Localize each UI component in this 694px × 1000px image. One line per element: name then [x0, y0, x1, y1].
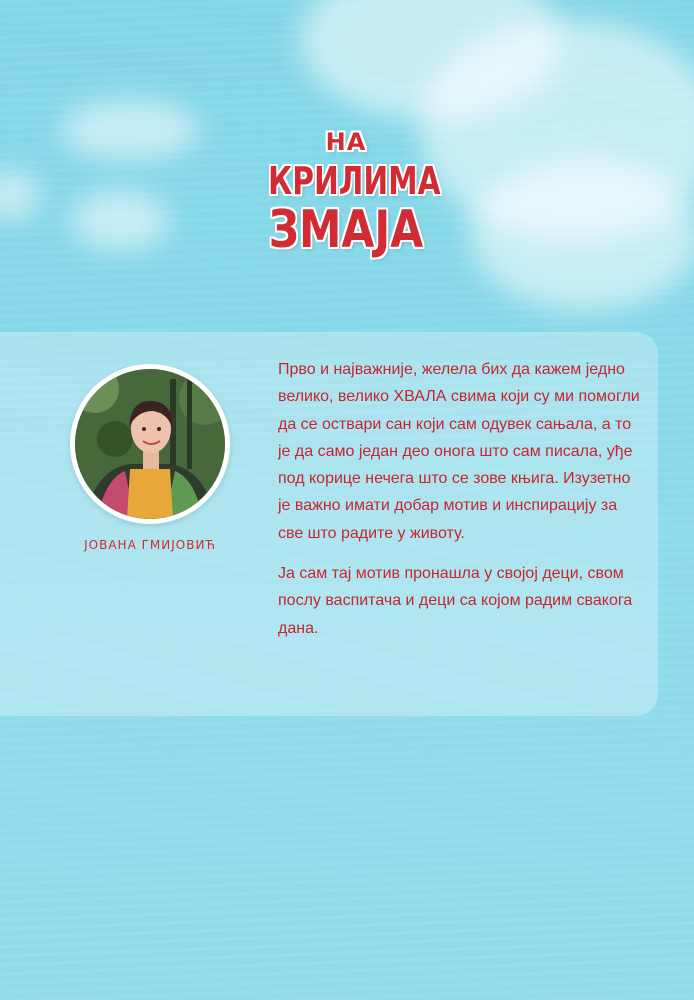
- title-line-3: ЗМАЈА: [268, 200, 424, 260]
- author-photo: [75, 369, 225, 519]
- cloud: [0, 170, 40, 220]
- author-name: ЈОВАНА ГМИЈОВИЋ: [84, 538, 216, 552]
- book-title: [246, 128, 446, 260]
- paragraph: Прво и најважније, желела бих да кажем једно велико, велико ХВАЛА свима који су ми помогли да се оствари сан који сам одувек сањала, а то је да само један део онога што сам писала, уђе под корице нечега што се зове књига. Изузетно је важно имати добар мотив и инспирацију за све што радите у животу.: [278, 361, 640, 542]
- title-line-1: НА: [325, 128, 367, 156]
- author-photo-illustration: [75, 369, 225, 519]
- cloud: [470, 160, 694, 310]
- acknowledgement-text: [278, 356, 640, 642]
- avatar: [70, 364, 230, 524]
- paragraph: Ја сам тај мотив пронашла у својој деци, свом послу васпитача и деци са којом радим свакога дана.: [278, 565, 633, 637]
- title-line-2: КРИЛИМА: [268, 159, 441, 203]
- cloud: [70, 190, 170, 250]
- cloud: [60, 100, 200, 160]
